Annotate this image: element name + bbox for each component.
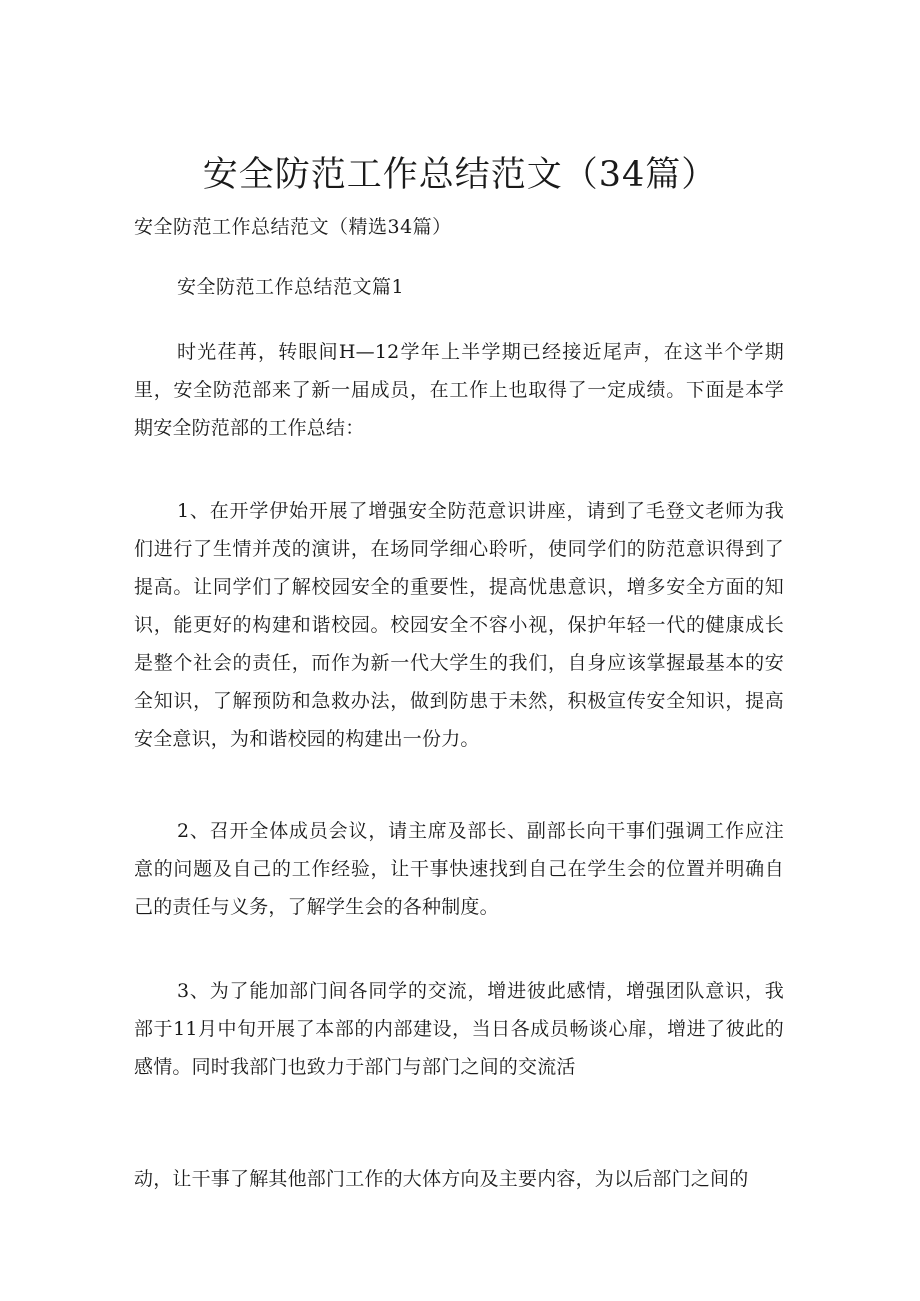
paragraph-continuation: 动，让干事了解其他部门工作的大体方向及主要内容，为以后部门之间的 (134, 1168, 749, 1190)
document-title: 安全防范工作总结范文（34篇） (202, 155, 718, 195)
paragraph-item-2: 2、召开全体成员会议，请主席及部长、副部长向干事们强调工作应注意的问题及自己的工作经验，让干事快速找到自己在学生会的位置并明确自己的责任与义务，了解学生会的各种制度。 (134, 820, 784, 918)
paragraph-intro: 时光荏苒，转眼间H—12学年上半学期已经接近尾声，在这半个学期里，安全防范部来了新一届成员，在工作上也取得了一定成绩。下面是本学期安全防范部的工作总结： (134, 341, 784, 439)
paragraph-item-1: 1、在开学伊始开展了增强安全防范意识讲座，请到了毛登文老师为我们进行了生情并茂的演讲，在场同学细心聆听，使同学们的防范意识得到了提高。让同学们了解校园安全的重要性，提高忧患意识，增多安全方面的知识，能更好的构建和谐校园。校园安全不容小视，保护年轻一代的健康成长是整个社会的责任，而作为新一代大学生的我们，自身应该掌握最基本的安全知识，了解预防和急救办法，做到防患于未然，积极宣传安全知识，提高安全意识，为和谐校园的构建出一份力。 (134, 500, 784, 750)
document-subtitle: 安全防范工作总结范文（精选34篇） (134, 216, 452, 238)
paragraph-item-3: 3、为了能加部门间各同学的交流，增进彼此感情，增强团队意识，我部于11月中旬开展了本部的内部建设，当日各成员畅谈心扉，增进了彼此的感情。同时我部门也致力于部门与部门之间的交流活 (134, 980, 784, 1078)
section-heading: 安全防范工作总结范文篇1 (177, 276, 405, 298)
